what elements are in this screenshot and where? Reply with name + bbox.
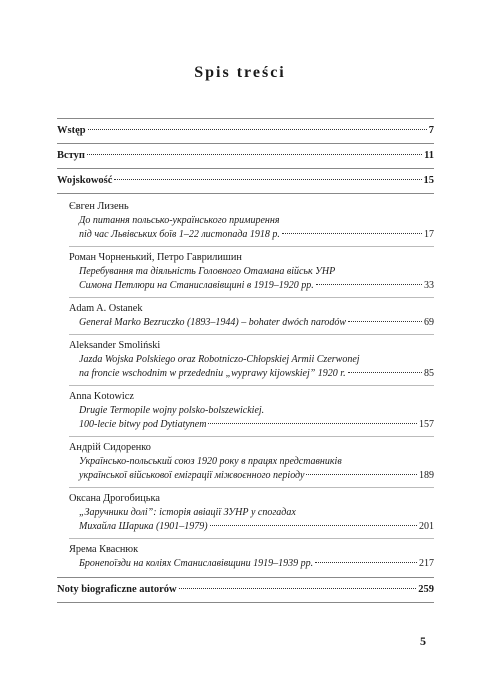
toc-entry[interactable] bbox=[57, 539, 434, 575]
divider bbox=[57, 577, 434, 578]
entry-last-line bbox=[57, 520, 434, 534]
dot-leader bbox=[348, 372, 422, 373]
entry-title-line: Generał Marko Bezruczko (1893–1944) – bohater dwóch narodów bbox=[79, 317, 347, 328]
entry-page: 189 bbox=[419, 470, 434, 481]
entry-page: 157 bbox=[419, 419, 434, 430]
divider bbox=[57, 193, 434, 194]
toc-entry[interactable] bbox=[57, 335, 434, 385]
entry-author: Aleksander Smoliński bbox=[69, 340, 161, 351]
toc-entry[interactable] bbox=[57, 437, 434, 487]
toc-entry[interactable] bbox=[57, 488, 434, 538]
entry-page: 17 bbox=[424, 229, 434, 240]
entry-author: Ярема Кваснюк bbox=[69, 544, 139, 555]
entry-page: 217 bbox=[419, 558, 434, 569]
entry-page: 33 bbox=[424, 280, 434, 291]
toc-entry[interactable] bbox=[57, 196, 434, 246]
dot-leader bbox=[282, 233, 422, 234]
toc-section-wstep[interactable] bbox=[57, 121, 434, 141]
entry-title-line: Jazda Wojska Polskiego oraz Robotniczo-Chłopskiej Armii Czerwonej bbox=[79, 354, 360, 365]
dot-leader bbox=[348, 321, 422, 322]
toc-section-noty[interactable] bbox=[57, 580, 434, 600]
page-number: 5 bbox=[420, 634, 426, 648]
entry-page: 85 bbox=[424, 368, 434, 379]
page-title: Spis treści bbox=[194, 64, 286, 81]
section-label: Noty biograficzne autorów bbox=[57, 584, 177, 595]
dot-leader bbox=[315, 562, 417, 563]
entry-page: 201 bbox=[419, 521, 434, 532]
divider bbox=[57, 168, 434, 169]
entry-title-line: Бронепоїзди на коліях Станиславівщини 1919–1939 рр. bbox=[79, 558, 314, 569]
entry-title-line: До питання польсько-українського примирення bbox=[79, 215, 280, 226]
entry-author: Євген Лизень bbox=[69, 201, 129, 212]
section-label: Вступ bbox=[57, 150, 85, 161]
toc-section-vstup[interactable] bbox=[57, 146, 434, 166]
entry-author: Adam A. Ostanek bbox=[69, 303, 143, 314]
entry-title-line: Drugie Termopile wojny polsko-bolszewickiej. bbox=[79, 405, 265, 416]
section-label: Wojskowość bbox=[57, 175, 113, 186]
entry-last-line bbox=[57, 316, 434, 330]
entry-last-line bbox=[57, 418, 434, 432]
entries-list bbox=[57, 196, 434, 575]
entry-title-line: Перебування та діяльність Головного Отамана військ УНР bbox=[79, 266, 336, 277]
entry-last-line bbox=[57, 557, 434, 571]
dot-leader bbox=[179, 588, 417, 589]
entry-last-line bbox=[57, 279, 434, 293]
dot-leader bbox=[88, 129, 427, 130]
entry-title-line: „Заручники долі”: історія авіації ЗУНР у спогадах bbox=[79, 507, 296, 518]
entry-title-line: української військової еміграції міжвоєнного періоду bbox=[79, 470, 305, 481]
entry-author: Anna Kotowicz bbox=[69, 391, 134, 402]
toc-section-wojskowosc[interactable] bbox=[57, 171, 434, 191]
section-page: 11 bbox=[424, 150, 434, 161]
entry-author: Андрій Сидоренко bbox=[69, 442, 151, 453]
dot-leader bbox=[208, 423, 417, 424]
table-of-contents bbox=[57, 116, 434, 605]
entry-title-line: na froncie wschodnim w przededniu „wyprawy kijowskiej” 1920 r. bbox=[79, 368, 346, 379]
toc-entry[interactable] bbox=[57, 386, 434, 436]
entry-title-line: 100-lecie bitwy pod Dytiatynem bbox=[79, 419, 207, 430]
section-label: Wstęp bbox=[57, 125, 86, 136]
entry-page: 69 bbox=[424, 317, 434, 328]
dot-leader bbox=[306, 474, 417, 475]
entry-last-line bbox=[57, 469, 434, 483]
dot-leader bbox=[316, 284, 422, 285]
toc-entry[interactable] bbox=[57, 298, 434, 334]
entry-title-line: під час Львівських боїв 1–22 листопада 1918 р. bbox=[79, 229, 280, 240]
entry-title-line: Українсько-польський союз 1920 року в працях представників bbox=[79, 456, 342, 467]
divider bbox=[57, 118, 434, 119]
entry-author: Оксана Дрогобицька bbox=[69, 493, 160, 504]
dot-leader bbox=[210, 525, 417, 526]
entry-last-line bbox=[57, 228, 434, 242]
entry-last-line bbox=[57, 367, 434, 381]
entry-title-line: Михайла Шарика (1901–1979) bbox=[79, 521, 208, 532]
divider bbox=[57, 602, 434, 603]
section-page: 7 bbox=[428, 125, 434, 136]
divider bbox=[57, 143, 434, 144]
toc-entry[interactable] bbox=[57, 247, 434, 297]
section-page: 15 bbox=[423, 175, 434, 186]
dot-leader bbox=[87, 154, 422, 155]
dot-leader bbox=[114, 179, 421, 180]
entry-title-line: Симона Петлюри на Станиславівщині в 1919–1920 рр. bbox=[79, 280, 314, 291]
entry-author: Роман Чорненький, Петро Гаврилишин bbox=[69, 252, 242, 263]
section-page: 259 bbox=[418, 584, 434, 595]
